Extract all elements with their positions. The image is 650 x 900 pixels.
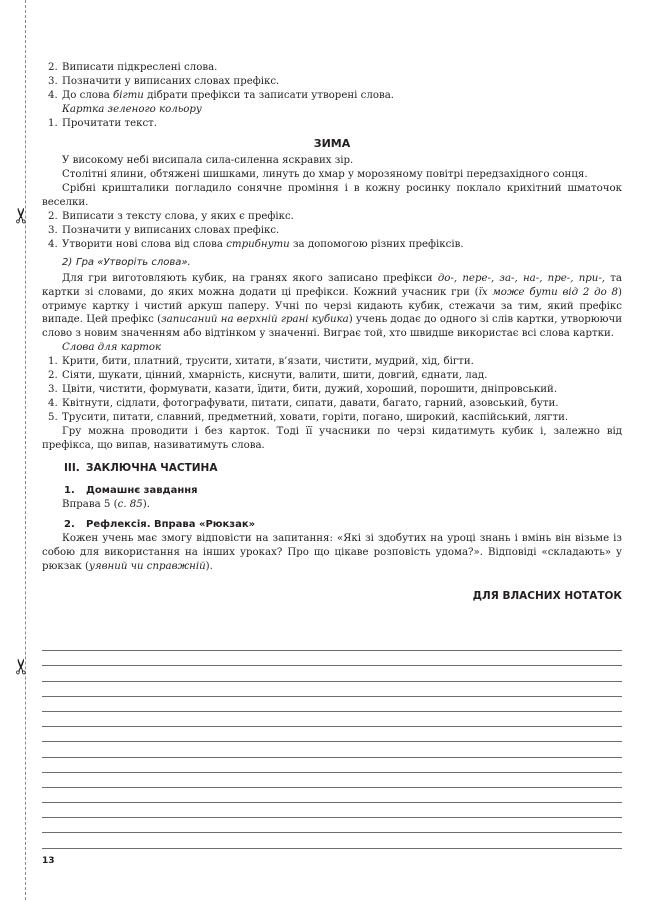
note-line [42, 682, 622, 697]
note-line [42, 697, 622, 712]
list-item: 4. Утворити нові слова від слова стрибнути за допомогою різних префіксів. [48, 238, 464, 250]
notes-title: ДЛЯ ВЛАСНИХ НОТАТОК [472, 589, 622, 602]
list-item: 3. Позначити у виписаних словах префікс. [48, 224, 280, 236]
note-line [42, 636, 622, 651]
note-line [42, 742, 622, 757]
list-item: 2. Виписати з тексту слова, у яких є префікс. [48, 211, 294, 223]
page-number: 13 [42, 856, 55, 866]
note-line [42, 773, 622, 788]
green-card-label: Картка зеленого кольору [62, 103, 202, 115]
task-list-2 [42, 210, 622, 252]
cut-line [25, 0, 26, 900]
homework-text: Вправа 5 (с. 85). [62, 499, 150, 511]
note-line [42, 666, 622, 681]
list-item: 4. Квітнути, сідлати, фотографувати, питати, сипати, давати, багато, гарний, азовський, бути. [48, 397, 559, 409]
story-text [42, 154, 622, 210]
list-item: 2. Сіяти, шукати, цінний, хмарність, киснути, валити, шити, довгий, єднати, лад. [48, 370, 488, 382]
game-heading: 2) Гра «Утворіть слова». [62, 256, 191, 268]
reflection-text: Кожен учень має змогу відповісти на запитання: «Які зі здобутих на уроці знань і вмінь він візьме із собою для використання на інших уроках? Про що цікаве розповість удома?». Відповіді «складають» у рюкзак (уявний чи справжній). [42, 533, 622, 572]
story-title: ЗИМА [313, 136, 351, 150]
scissors-icon: ✂ [9, 206, 34, 225]
game-note: Гру можна проводити і без карток. Тоді її учасники по черзі кидатимуть кубик і, залежно від префікса, що випав, називатимуть слова. [42, 425, 622, 451]
note-line [42, 727, 622, 742]
list-item: 3. Позначити у виписаних словах префікс. [48, 75, 280, 87]
list-item: 3. Цвіти, чистити, формувати, казати, їдити, бити, дужий, хороший, порошити, дніпровський. [48, 383, 558, 395]
story-paragraph: У високому небі висипала сила-силенна яскравих зір. [62, 155, 354, 167]
game-description: Для гри виготовляють кубик, на гранях якого записано префікси до-, пере-, за-, на-, пре-, при-, та картки зі словами, до яких можна додати ці префікси. Кожний учасник гри (їх може бути від 2 до 8) отримує картку і чистий аркуш паперу. Учні по черзі кидають кубик, стежачи за тим, який префікс випаде. Цей префікс (записаний на верхній грані кубика) учень додає до одного зі слів картки, утворюючи слово з новим значенням або відтінком у значенні. Виграє той, хто швидше використає всі слова картки. [42, 272, 623, 340]
story-paragraph: Столітні ялини, обтяжені шишками, линуть до хмар у морозяному повітрі передзахідного сонця. [62, 169, 588, 181]
note-line [42, 818, 622, 833]
note-line [42, 758, 622, 773]
reflection-heading: 2. Рефлексія. Вправа «Рюкзак» [64, 519, 256, 531]
page-content [42, 61, 622, 608]
section-heading: III. ЗАКЛЮЧНА ЧАСТИНА [64, 462, 218, 475]
note-line [42, 833, 622, 848]
task-list-1 [42, 61, 622, 103]
scissors-icon: ✂ [9, 657, 34, 676]
homework-heading: 1. Домашнє завдання [64, 485, 198, 497]
cards-label: Слова для карток [62, 342, 162, 354]
story-paragraph: Срібні кришталики погладило сонячне проміння і в кожну росинку поклало крихітний шматочок веселки. [42, 183, 622, 209]
note-line [42, 651, 622, 666]
list-item: 4. До слова бігти дібрати префікси та записати утворені слова. [48, 89, 395, 101]
list-item: 2. Виписати підкреслені слова. [48, 62, 218, 73]
notes-lines [42, 636, 622, 849]
list-item: 1. Прочитати текст. [48, 117, 158, 129]
note-line [42, 803, 622, 818]
cards-list [42, 355, 622, 425]
list-item: 5. Трусити, питати, славний, предметний, ховати, горіти, погано, широкий, каспійський, лягти. [48, 411, 569, 423]
note-line [42, 788, 622, 803]
note-line [42, 712, 622, 727]
list-item: 1. Крити, бити, платний, трусити, хитати, в’язати, чистити, мудрий, хід, бігти. [48, 356, 474, 368]
